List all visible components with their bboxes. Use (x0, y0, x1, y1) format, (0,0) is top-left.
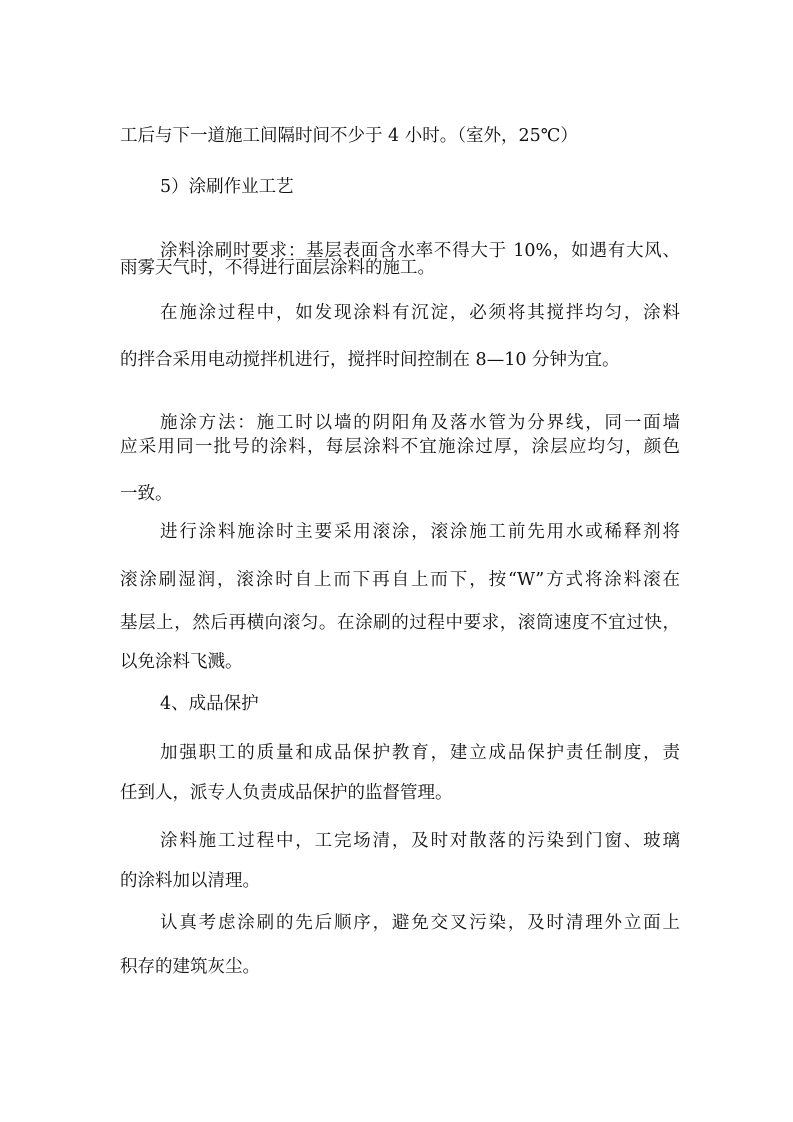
text-line: 施涂方法：施工时以墙的阴阳角及落水管为分界线，同一面墙 (160, 413, 680, 433)
section-heading: 4、成品保护 (160, 694, 259, 714)
text-line: 应采用同一批号的涂料，每层涂料不宜施涂过厚，涂层应均匀，颜色 (120, 437, 680, 457)
text-line: 的拌合采用电动搅拌机进行，搅拌时间控制在 8—10 分钟为宜。 (120, 350, 620, 370)
text-line: 积存的建筑灰尘。 (120, 957, 260, 977)
text-line: 任到人，派专人负责成品保护的监督管理。 (120, 783, 453, 803)
text-line: 加强职工的质量和成品保护教育，建立成品保护责任制度，责 (160, 743, 680, 763)
section-heading: 5）涂刷作业工艺 (160, 177, 294, 197)
text-line: 雨雾天气时，不得进行面层涂料的施工。 (120, 258, 435, 278)
text-line: 的涂料加以清理。 (120, 871, 260, 891)
text-line: 进行涂料施涂时主要采用滚涂，滚涂施工前先用水或稀释剂将 (160, 522, 680, 542)
text-line: 涂料涂刷时要求：基层表面含水率不得大于 10%，如遇有大风、 (160, 241, 680, 261)
text-line: 滚涂刷湿润，滚涂时自上而下再自上而下，按“W”方式将涂料滚在 (120, 570, 680, 590)
text-line: 涂料施工过程中，工完场清，及时对散落的污染到门窗、玻璃 (160, 831, 680, 851)
text-line: 基层上，然后再横向滚匀。在涂刷的过程中要求，滚筒速度不宜过快， (120, 613, 680, 633)
text-line: 在施涂过程中，如发现涂料有沉淀，必须将其搅拌均匀，涂料 (160, 303, 680, 323)
text-line: 一致。 (120, 484, 173, 504)
text-line: 工后与下一道施工间隔时间不少于 4 小时。（室外，25℃） (120, 126, 578, 146)
text-line: 以免涂料飞溅。 (120, 652, 243, 672)
text-line: 认真考虑涂刷的先后顺序，避免交叉污染，及时清理外立面上 (160, 913, 680, 933)
